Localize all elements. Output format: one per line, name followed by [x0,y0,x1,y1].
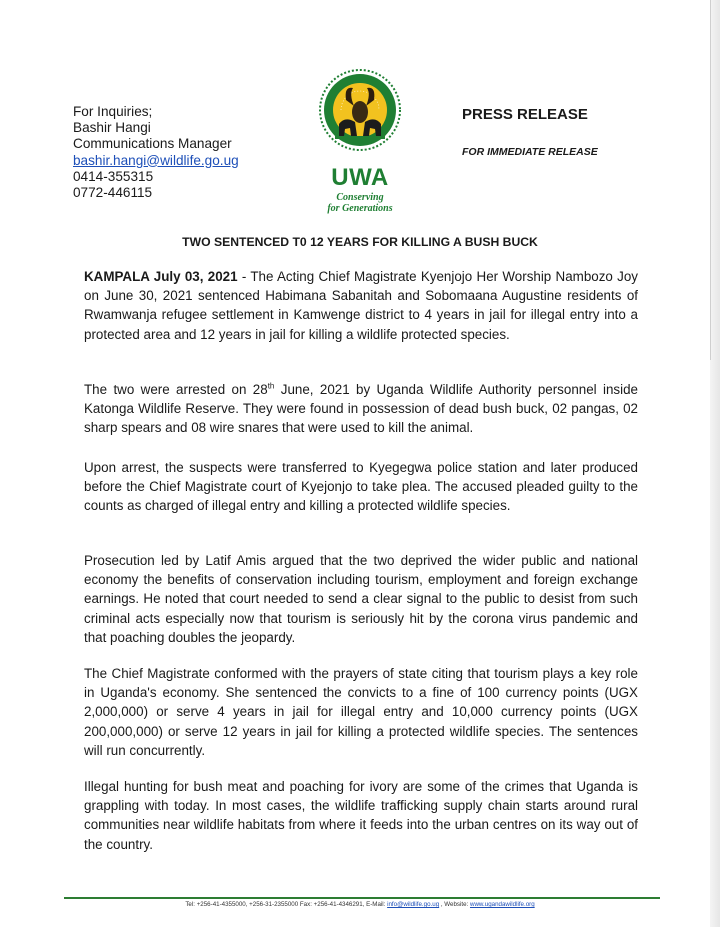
page-edge [710,0,720,927]
footer-website-link[interactable]: www.ugandawildlife.org [469,901,535,908]
footer-email-link[interactable]: info@wildlife.go.ug [387,901,440,908]
uwa-tagline [317,192,403,214]
paragraph-1-text: - The Acting Chief Magistrate Kyenjojo Her Worship Nambozo Joy on June 30, 2021 sentenced Habimana Sabanitah and Sobomaana Augustine residents of Rwamwanja refugee settlement in Kamwenge district to 4 years in jail for illegal entry into a protected area and 12 years in jail for killing a wildlife protected species. [84,269,638,342]
dateline: KAMPALA July 03, 2021 [84,269,238,284]
inquiries-label: For Inquiries; [73,104,153,119]
footer-divider [64,897,660,899]
uwa-logo [317,66,403,216]
paragraph-1 [84,267,638,344]
contact-block [73,104,239,201]
press-release-label: PRESS RELEASE [462,106,588,123]
uwa-tagline-line-1: Conserving [336,192,384,203]
paragraph-4: Prosecution led by Latif Amis argued that the two deprived the wider public and national economy the benefits of conservation including tourism, employment and foreign exchange earnings. He noted that court needed to send a clear signal to the public to desist from such criminal acts especially now that tourism is seriously hit by the corona virus pandemic and that poaching doubles the jeopardy. [84,553,638,645]
paragraph-3: Upon arrest, the suspects were transferred to Kyegegwa police station and later produced before the Chief Magistrate court of Kyejonjo to take plea. The accused pleaded guilty to the counts as charged of illegal entry and killing a protected wildlife species. [84,460,638,514]
paragraph-2 [84,380,638,438]
contact-phone-1: 0414-355315 [73,168,154,184]
footer-phones: Tel: +256-41-4355000, +256-31-2355000 Fax: +256-41-4346291, E-Mail: [185,901,388,908]
contact-email-link[interactable]: bashir.hangi@wildlife.go.ug [73,152,239,168]
paragraph-2-rest: June, 2021 by Uganda Wildlife Authority personnel inside Katonga Wildlife Reserve. They were found in possession of dead bush buck, 02 pangas, 02 sharp spears and 08 wire snares that were used to kill the animal. [84,382,638,436]
paragraph-6: Illegal hunting for bush meat and poaching for ivory are some of the crimes that Uganda is grappling with today. In most cases, the wildlife trafficking supply chain starts around rural communities near wildlife habitats from where it feeds into the urban centres on its way out of the country. [84,779,638,852]
uwa-acronym: UWA [331,164,389,191]
paragraph-2-start: The two were arrested on 28 [84,382,268,397]
contact-phone-2: 0772-446115 [73,185,153,201]
uwa-tagline-line-2: for Generations [327,203,393,214]
uwa-emblem-icon [317,66,403,164]
contact-name: Bashir Hangi [73,120,151,136]
date-ordinal: th [267,381,275,391]
contact-role: Communications Manager [73,136,232,152]
footer-contact [0,901,720,908]
immediate-release-label: FOR IMMEDIATE RELEASE [462,146,598,158]
headline: TWO SENTENCED T0 12 YEARS FOR KILLING A BUSH BUCK [182,235,538,249]
footer-website-label: , Website: [439,901,470,908]
paragraph-5: The Chief Magistrate conformed with the prayers of state citing that tourism plays a key role in Uganda's economy. She sentenced the convicts to a fine of 100 currency points (UGX 2,000,000) or serve 4 years in jail for illegal entry and 10,000 currency points (UGX 200,000,000) or serve 12 years in jail for killing a protected wildlife species. The sentences will run concurrently. [84,666,638,758]
